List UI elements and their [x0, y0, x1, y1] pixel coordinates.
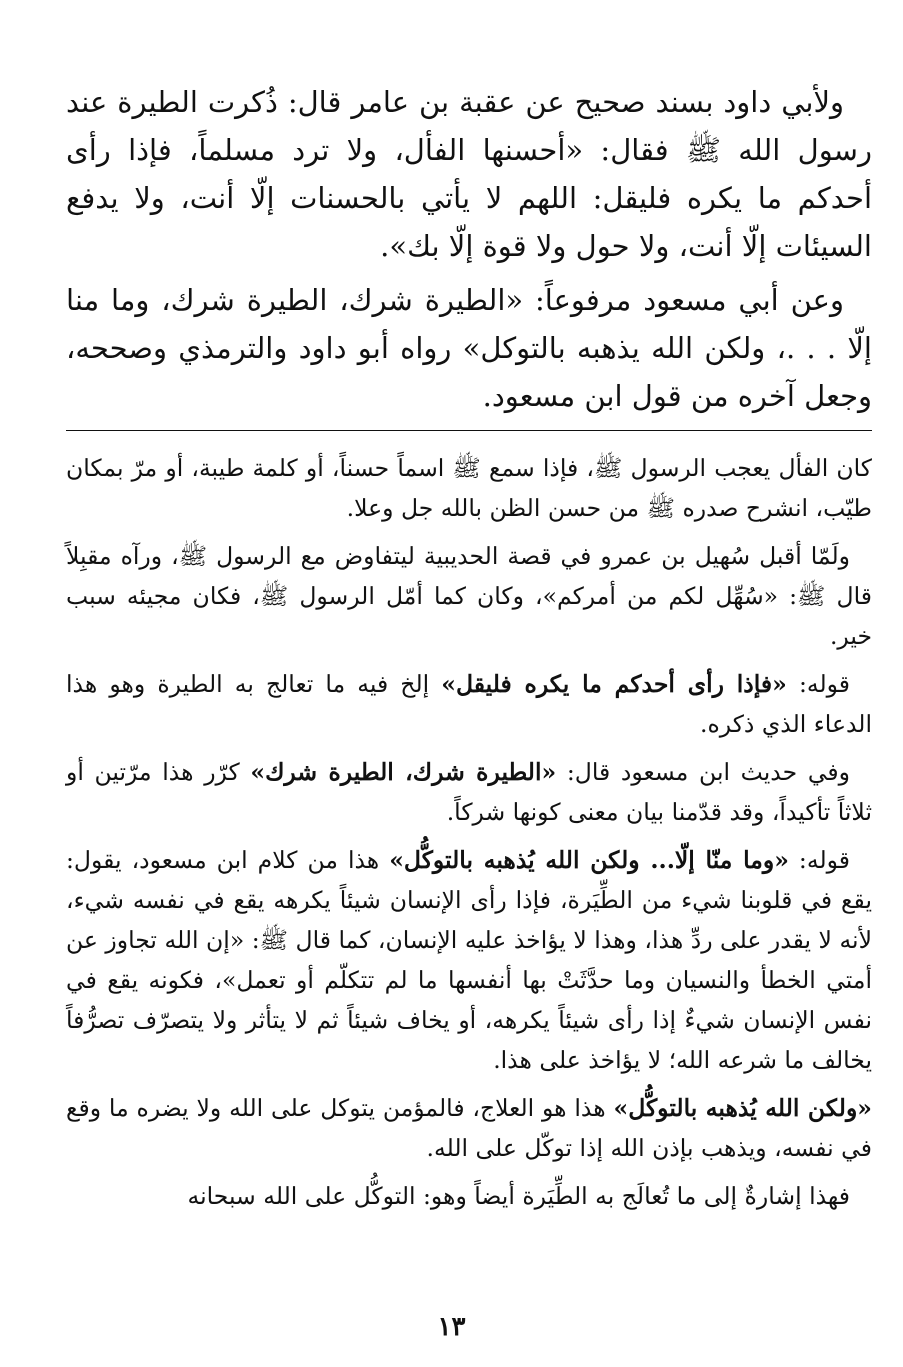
commentary-text: قوله:	[786, 670, 851, 698]
commentary-section	[66, 448, 872, 1224]
commentary-paragraph	[66, 840, 872, 1080]
commentary-text: فهذا إشارةٌ إلى ما تُعالَج به الطِّيَرة أيضاً وهو: التوكُّل على الله سبحانه	[187, 1182, 850, 1210]
commentary-text: هذا من كلام ابن مسعود، يقول: يقع في قلوبنا شيء من الطِّيَرة، فإذا رأى الإنسان شيئاً يكرهه يقع في نفسه شيء، لأنه لا يقدر على ردِّ هذا، وهذا لا يؤاخذ عليه الإنسان، كما قال ﷺ: «إن الله تجاوز عن أمتي الخطأ والنسيان وما حدَّثَتْ بها أنفسها ما لم تتكلّم أو تعمل»، فكونه يقع في نفس الإنسان شيءٌ إذا رأى شيئاً يكرهه، أو يخاف شيئاً ثم لا يتأثر ولا يتصرّف تصرُّفاً يخالف ما شرعه الله؛ لا يؤاخذ على هذا.	[66, 846, 872, 1074]
footnote-divider	[66, 430, 872, 431]
commentary-text: كان الفأل يعجب الرسول ﷺ، فإذا سمع ﷺ اسماً حسناً، أو كلمة طيبة، أو مرّ بمكان طيّب، انشرح صدره ﷺ من حسن الظن بالله جل وعلا.	[66, 454, 872, 522]
commentary-paragraph	[66, 448, 872, 528]
quoted-hadith-text: «الطيرة شرك، الطيرة شرك»	[250, 758, 557, 786]
commentary-paragraph	[66, 664, 872, 744]
quoted-hadith-text: «ولكن الله يُذهبه بالتوكُّل»	[613, 1094, 872, 1122]
main-paragraph: وعن أبي مسعود مرفوعاً: «الطيرة شرك، الطيرة شرك، وما منا إلّا . . .، ولكن الله يذهبه بالتوكل» رواه أبو داود والترمذي وصححه، وجعل آخره من قول ابن مسعود.	[66, 283, 872, 413]
commentary-paragraph	[66, 752, 872, 832]
commentary-paragraph	[66, 1088, 872, 1168]
commentary-text: إلخ فيه ما تعالج به الطيرة وهو هذا الدعاء الذي ذكره.	[66, 670, 872, 738]
main-paragraph: ولأبي داود بسند صحيح عن عقبة بن عامر قال: ذُكرت الطيرة عند رسول الله ﷺ فقال: «أحسنها الفأل، ولا ترد مسلماً، فإذا رأى أحدكم ما يكره فليقل: اللهم لا يأتي بالحسنات إلّا أنت، ولا يدفع السيئات إلّا أنت، ولا حول ولا قوة إلّا بك».	[66, 85, 872, 263]
commentary-paragraph	[66, 536, 872, 656]
main-text	[66, 78, 872, 426]
quoted-hadith-text: «وما منّا إلّا... ولكن الله يُذهبه بالتوكُّل»	[389, 846, 789, 874]
quoted-hadith-text: «فإذا رأى أحدكم ما يكره فليقل»	[441, 670, 787, 698]
commentary-text: ولَمّا أقبل سُهيل بن عمرو في قصة الحديبية ليتفاوض مع الرسول ﷺ، ورآه مقبِلاً قال ﷺ: «سُهِّل لكم من أمركم»، وكان كما أمّل الرسول ﷺ، فكان مجيئه سبب خير.	[66, 542, 872, 650]
commentary-text: هذا هو العلاج، فالمؤمن يتوكل على الله ولا يضره ما وقع في نفسه، ويذهب بإذن الله إذا توكّل على الله.	[66, 1094, 872, 1162]
commentary-text: وفي حديث ابن مسعود قال:	[556, 758, 850, 786]
commentary-paragraph	[66, 1176, 872, 1216]
commentary-text: قوله:	[788, 846, 850, 874]
page-number: ١٣	[437, 1312, 466, 1342]
commentary-text: كرّر هذا مرّتين أو ثلاثاً تأكيداً، وقد قدّمنا بيان معنى كونها شركاً.	[66, 758, 872, 826]
